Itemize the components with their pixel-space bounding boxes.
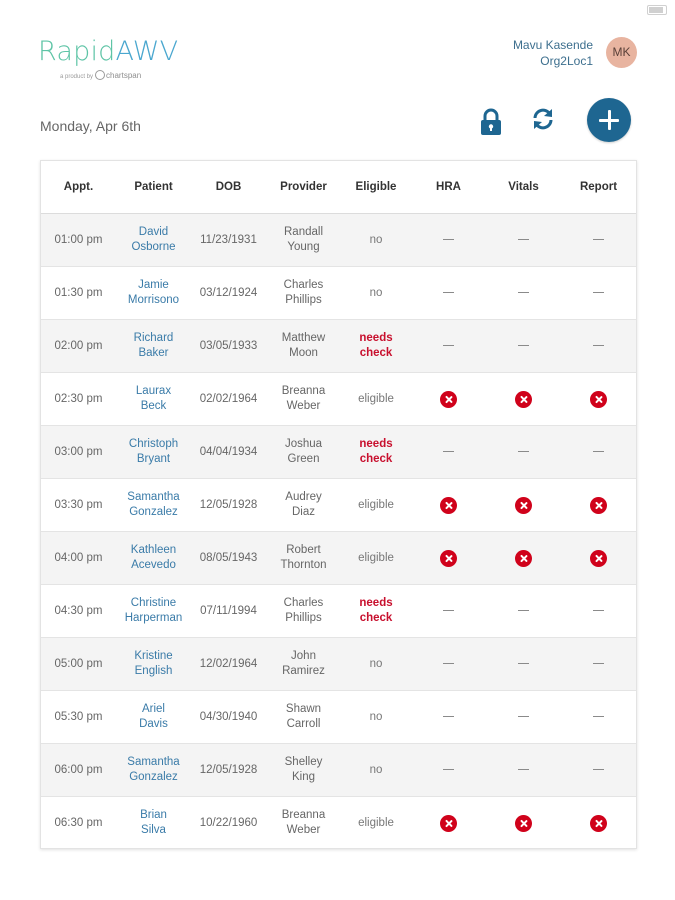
patient-name-first: Brian xyxy=(140,809,167,821)
patient-name-last: Osborne xyxy=(131,241,176,253)
eligibility-text: needs check xyxy=(359,332,393,359)
table-row[interactable] xyxy=(41,214,636,267)
provider-name-first: Robert xyxy=(286,544,321,556)
provider-name-first: Breanna xyxy=(281,809,326,821)
chartspan-logo-icon xyxy=(95,70,105,80)
appt-time: 01:00 pm xyxy=(41,214,116,267)
eligibility-status: no xyxy=(341,214,411,267)
error-x-icon[interactable] xyxy=(590,550,607,567)
eligibility-status: no xyxy=(341,267,411,320)
table-row[interactable] xyxy=(41,320,636,373)
hra-status[interactable] xyxy=(411,797,486,850)
table-row[interactable] xyxy=(41,797,636,850)
appt-time: 06:00 pm xyxy=(41,744,116,797)
patient-dob: 04/30/1940 xyxy=(191,691,266,744)
hra-status[interactable] xyxy=(411,479,486,532)
provider-name-last: King xyxy=(291,771,316,783)
provider-name-last: Phillips xyxy=(285,612,322,624)
patient-name-last: Gonzalez xyxy=(129,506,178,518)
patient-name-first: Jamie xyxy=(138,279,169,291)
appointments-table xyxy=(40,160,637,849)
appt-time: 04:00 pm xyxy=(41,532,116,585)
eligibility-status: eligible xyxy=(341,797,411,850)
column-header-report[interactable]: Report xyxy=(561,161,636,214)
patient-name-link[interactable] xyxy=(116,797,191,850)
error-x-icon[interactable] xyxy=(440,550,457,567)
table-header xyxy=(41,161,636,214)
patient-name-last: Davis xyxy=(139,718,168,730)
patient-name-link[interactable] xyxy=(116,638,191,691)
eligibility-text: needs check xyxy=(359,597,393,624)
dash-icon xyxy=(518,292,529,293)
hra-status xyxy=(411,426,486,479)
provider-name xyxy=(266,426,341,479)
patient-name-link[interactable] xyxy=(116,426,191,479)
vitals-status[interactable] xyxy=(486,797,561,850)
patient-dob: 12/05/1928 xyxy=(191,744,266,797)
provider-name-first: Audrey xyxy=(285,491,322,503)
report-status xyxy=(561,744,636,797)
table-row[interactable] xyxy=(41,744,636,797)
provider-name-last: Carroll xyxy=(286,718,321,730)
dash-icon xyxy=(593,769,604,770)
patient-dob: 03/12/1924 xyxy=(191,267,266,320)
dash-icon xyxy=(443,292,454,293)
patient-name-last: English xyxy=(134,665,173,677)
eligibility-status: eligible xyxy=(341,532,411,585)
patient-dob: 07/11/1994 xyxy=(191,585,266,638)
patient-dob: 03/05/1933 xyxy=(191,320,266,373)
provider-name-first: Shawn xyxy=(285,703,322,715)
dash-icon xyxy=(443,345,454,346)
vitals-status[interactable] xyxy=(486,373,561,426)
dash-icon xyxy=(443,239,454,240)
appt-time: 02:30 pm xyxy=(41,373,116,426)
vitals-status[interactable] xyxy=(486,532,561,585)
patient-name-link[interactable] xyxy=(116,532,191,585)
table-row[interactable] xyxy=(41,426,636,479)
patient-dob: 11/23/1931 xyxy=(191,214,266,267)
patient-name-first: Samantha xyxy=(127,491,180,503)
tagline-prefix: a product by xyxy=(60,74,94,80)
app-logo xyxy=(38,36,179,80)
report-status xyxy=(561,426,636,479)
provider-name-last: Weber xyxy=(286,400,321,412)
hra-status[interactable] xyxy=(411,532,486,585)
hra-status xyxy=(411,585,486,638)
eligibility-status: no xyxy=(341,638,411,691)
provider-name xyxy=(266,214,341,267)
report-status[interactable] xyxy=(561,532,636,585)
provider-name xyxy=(266,744,341,797)
tagline-company: chartspan xyxy=(106,71,142,80)
appt-time: 02:00 pm xyxy=(41,320,116,373)
table-row[interactable] xyxy=(41,479,636,532)
report-status[interactable] xyxy=(561,479,636,532)
provider-name xyxy=(266,585,341,638)
appt-time: 01:30 pm xyxy=(41,267,116,320)
provider-name xyxy=(266,267,341,320)
error-x-icon[interactable] xyxy=(515,815,532,832)
patient-name-first: Ariel xyxy=(141,703,165,715)
table-row[interactable] xyxy=(41,638,636,691)
patient-name-last: Silva xyxy=(141,824,166,836)
provider-name xyxy=(266,691,341,744)
error-x-icon[interactable] xyxy=(590,815,607,832)
patient-dob: 02/02/1964 xyxy=(191,373,266,426)
appt-time: 04:30 pm xyxy=(41,585,116,638)
provider-name-first: Joshua xyxy=(284,438,323,450)
error-x-icon[interactable] xyxy=(440,497,457,514)
patient-dob: 10/22/1960 xyxy=(191,797,266,850)
user-location: Org2Loc1 xyxy=(540,54,593,68)
eligibility-status: eligible xyxy=(341,373,411,426)
report-status xyxy=(561,638,636,691)
provider-name-last: Diaz xyxy=(291,506,315,518)
patient-name-first: Richard xyxy=(133,332,174,344)
battery-icon xyxy=(647,5,667,15)
dash-icon xyxy=(518,610,529,611)
avatar[interactable]: MK xyxy=(606,37,637,68)
eligibility-status: no xyxy=(341,691,411,744)
report-status xyxy=(561,320,636,373)
dash-icon xyxy=(443,663,454,664)
provider-name xyxy=(266,638,341,691)
patient-dob: 08/05/1943 xyxy=(191,532,266,585)
error-x-icon[interactable] xyxy=(440,815,457,832)
column-header-eligible[interactable]: Eligible xyxy=(341,161,411,214)
column-header-appt[interactable]: Appt. xyxy=(41,161,116,214)
eligibility-status: eligible xyxy=(341,479,411,532)
dash-icon xyxy=(593,663,604,664)
provider-name-last: Moon xyxy=(289,347,318,359)
dash-icon xyxy=(593,610,604,611)
patient-name-last: Harperman xyxy=(124,612,183,624)
vitals-status[interactable] xyxy=(486,479,561,532)
table-row[interactable] xyxy=(41,585,636,638)
dash-icon xyxy=(518,716,529,717)
report-status[interactable] xyxy=(561,797,636,850)
appt-time: 05:30 pm xyxy=(41,691,116,744)
provider-name xyxy=(266,373,341,426)
provider-name-last: Young xyxy=(287,241,320,253)
vitals-status xyxy=(486,214,561,267)
error-x-icon[interactable] xyxy=(590,497,607,514)
vitals-status xyxy=(486,320,561,373)
provider-name xyxy=(266,797,341,850)
report-status[interactable] xyxy=(561,373,636,426)
provider-name-first: Matthew xyxy=(281,332,326,344)
hra-status xyxy=(411,691,486,744)
provider-name-first: Breanna xyxy=(281,385,326,397)
report-status xyxy=(561,585,636,638)
table-row[interactable] xyxy=(41,691,636,744)
patient-name-first: Kristine xyxy=(134,650,173,662)
appt-time: 03:30 pm xyxy=(41,479,116,532)
patient-name-first: Christoph xyxy=(128,438,179,450)
error-x-icon[interactable] xyxy=(590,391,607,408)
lock-icon[interactable] xyxy=(479,108,503,136)
table-row[interactable] xyxy=(41,532,636,585)
patient-name-link[interactable] xyxy=(116,320,191,373)
hra-status xyxy=(411,320,486,373)
patient-name-last: Acevedo xyxy=(131,559,176,571)
dash-icon xyxy=(593,451,604,452)
provider-name-last: Phillips xyxy=(285,294,322,306)
patient-name-link[interactable] xyxy=(116,373,191,426)
report-status xyxy=(561,267,636,320)
eligibility-status: no xyxy=(341,744,411,797)
patient-name-last: Gonzalez xyxy=(129,771,178,783)
patient-name-first: Laurax xyxy=(135,385,172,397)
patient-name-link[interactable] xyxy=(116,691,191,744)
provider-name-first: John xyxy=(291,650,316,662)
error-x-icon[interactable] xyxy=(515,550,532,567)
vitals-status xyxy=(486,638,561,691)
appt-time: 03:00 pm xyxy=(41,426,116,479)
dash-icon xyxy=(593,292,604,293)
vitals-status xyxy=(486,267,561,320)
provider-name-first: Shelley xyxy=(284,756,323,768)
provider-name-last: Thornton xyxy=(280,559,327,571)
eligibility-status xyxy=(341,320,411,373)
status-bar xyxy=(0,0,675,18)
column-header-vitals[interactable]: Vitals xyxy=(486,161,561,214)
provider-name-first: Randall xyxy=(284,226,323,238)
provider-name-last: Weber xyxy=(286,824,321,836)
patient-name-link[interactable] xyxy=(116,267,191,320)
dash-icon xyxy=(593,239,604,240)
brand-awv: AWV xyxy=(115,36,179,67)
column-header-dob[interactable]: DOB xyxy=(191,161,266,214)
column-header-patient[interactable]: Patient xyxy=(116,161,191,214)
dash-icon xyxy=(518,239,529,240)
patient-name-first: Samantha xyxy=(127,756,180,768)
patient-name-link[interactable] xyxy=(116,214,191,267)
appt-time: 05:00 pm xyxy=(41,638,116,691)
report-status xyxy=(561,691,636,744)
provider-name-first: Charles xyxy=(283,597,324,609)
patient-name-link[interactable] xyxy=(116,585,191,638)
dash-icon xyxy=(593,716,604,717)
dash-icon xyxy=(518,663,529,664)
error-x-icon[interactable] xyxy=(515,497,532,514)
dash-icon xyxy=(518,345,529,346)
page-date: Monday, Apr 6th xyxy=(40,118,141,134)
brand-tagline xyxy=(60,70,141,80)
table-row[interactable] xyxy=(41,267,636,320)
brand-name xyxy=(38,36,178,67)
patient-dob: 12/05/1928 xyxy=(191,479,266,532)
eligibility-status xyxy=(341,426,411,479)
patient-name-link[interactable] xyxy=(116,479,191,532)
error-x-icon[interactable] xyxy=(440,391,457,408)
error-x-icon[interactable] xyxy=(515,391,532,408)
patient-dob: 12/02/1964 xyxy=(191,638,266,691)
eligibility-text: needs check xyxy=(359,438,393,465)
user-info[interactable] xyxy=(513,37,593,69)
patient-name-first: David xyxy=(138,226,169,238)
patient-name-last: Beck xyxy=(140,400,167,412)
patient-name-last: Morrisono xyxy=(127,294,180,306)
provider-name-last: Ramirez xyxy=(282,665,325,677)
dash-icon xyxy=(443,716,454,717)
provider-name xyxy=(266,479,341,532)
hra-status xyxy=(411,638,486,691)
provider-name-last: Green xyxy=(287,453,320,465)
column-header-provider[interactable]: Provider xyxy=(266,161,341,214)
eligibility-status xyxy=(341,585,411,638)
dash-icon xyxy=(593,345,604,346)
vitals-status xyxy=(486,426,561,479)
provider-name xyxy=(266,532,341,585)
hra-status xyxy=(411,744,486,797)
patient-name-last: Bryant xyxy=(136,453,171,465)
provider-name-first: Charles xyxy=(283,279,324,291)
dash-icon xyxy=(443,610,454,611)
patient-name-last: Baker xyxy=(138,347,169,359)
vitals-status xyxy=(486,585,561,638)
dash-icon xyxy=(443,769,454,770)
appt-time: 06:30 pm xyxy=(41,797,116,850)
patient-name-first: Christine xyxy=(130,597,177,609)
vitals-status xyxy=(486,744,561,797)
hra-status[interactable] xyxy=(411,373,486,426)
hra-status xyxy=(411,214,486,267)
dash-icon xyxy=(518,769,529,770)
user-name: Mavu Kasende xyxy=(512,38,593,52)
brand-rapid: Rapid xyxy=(38,36,116,67)
hra-status xyxy=(411,267,486,320)
column-header-hra[interactable]: HRA xyxy=(411,161,486,214)
dash-icon xyxy=(518,451,529,452)
add-appointment-button[interactable] xyxy=(587,98,631,142)
patient-name-link[interactable] xyxy=(116,744,191,797)
vitals-status xyxy=(486,691,561,744)
report-status xyxy=(561,214,636,267)
table-row[interactable] xyxy=(41,373,636,426)
patient-dob: 04/04/1934 xyxy=(191,426,266,479)
dash-icon xyxy=(443,451,454,452)
sync-icon[interactable] xyxy=(530,106,556,132)
provider-name xyxy=(266,320,341,373)
patient-name-first: Kathleen xyxy=(130,544,177,556)
